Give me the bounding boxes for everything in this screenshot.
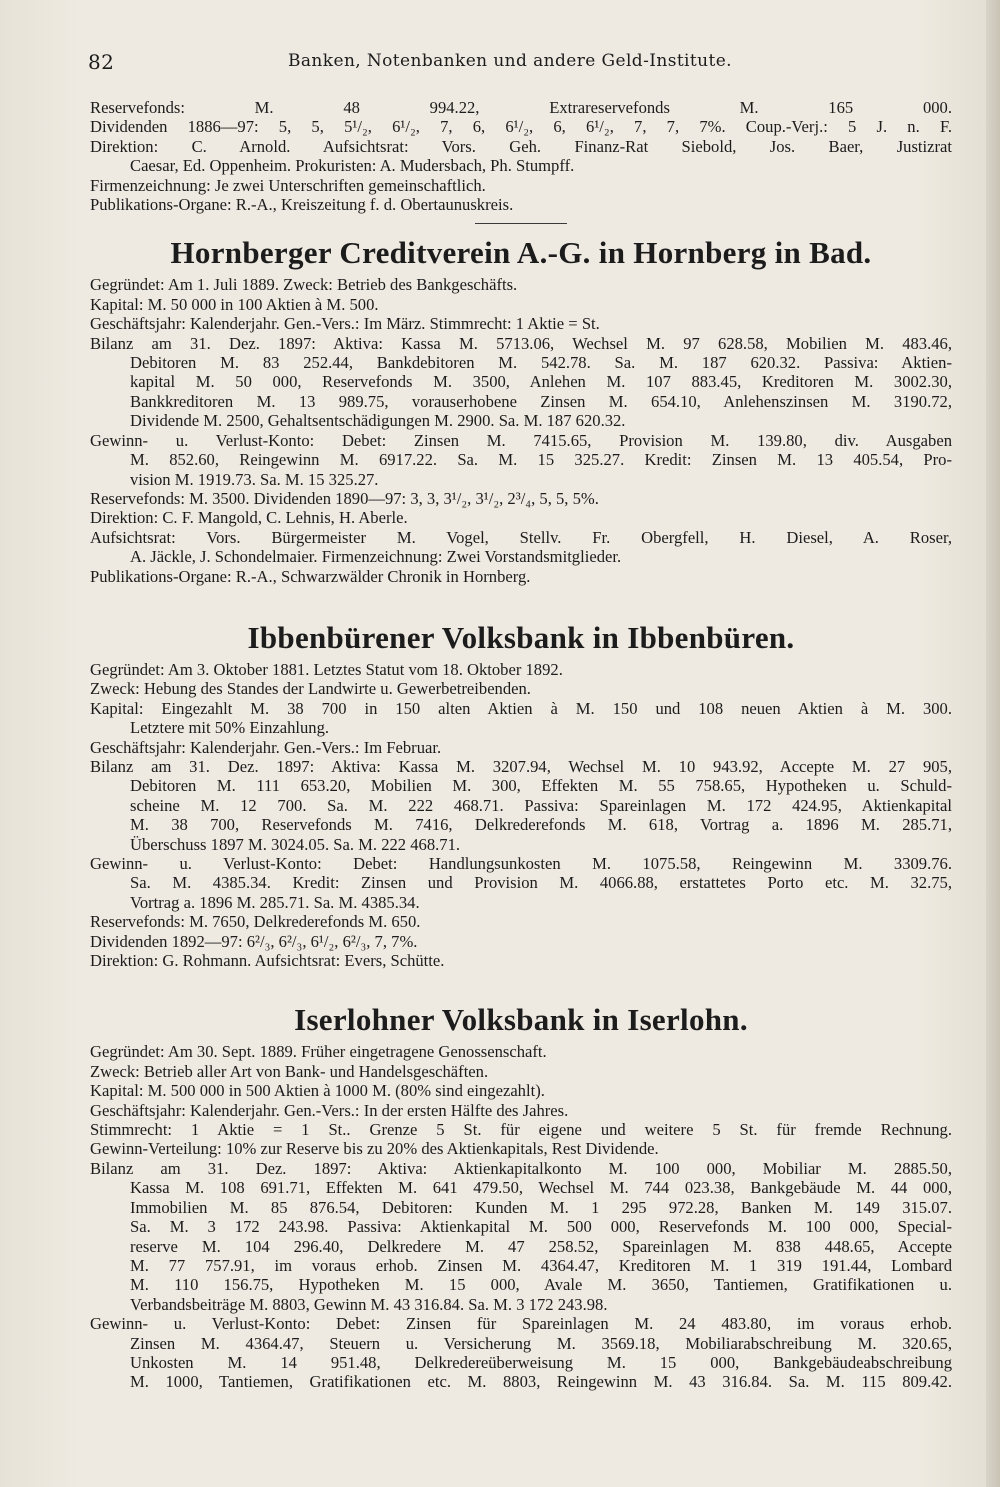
entry-title: Hornberger Creditverein A.-G. in Hornberg in Bad. [170, 235, 872, 271]
entry-iserlohner-volksbank [90, 1002, 952, 1391]
entry-line: Debitoren M. 111 653.20, Mobilien M. 300, Effekten M. 55 758.65, Hypotheken u. Schuld- [130, 776, 952, 796]
entry-line: M. 38 700, Reservefonds M. 7416, Delkrederefonds M. 618, Vortrag a. 1896 M. 285.71, [130, 815, 952, 835]
entry-line: Kapital: Eingezahlt M. 38 700 in 150 alten Aktien à M. 150 und 108 neuen Aktien à M. 300. [90, 698, 952, 718]
entry-line: Stimmrecht: 1 Aktie = 1 St.. Grenze 5 St. für eigene und weitere 5 St. für fremde Rechnung. [90, 1120, 952, 1140]
entry-line: Aufsichtsrat: Vors. Bürgermeister M. Vogel, Stellv. Fr. Obergfell, H. Diesel, A. Roser, [90, 527, 952, 547]
entry-line: Publikations-Organe: R.-A., Kreiszeitung f. d. Obertaunuskreis. [90, 195, 514, 215]
entry-line: Bilanz am 31. Dez. 1897: Aktiva: Kassa M. 3207.94, Wechsel M. 10 943.92, Accepte M. 27 905, [90, 756, 952, 776]
entry-line: reserve M. 104 296.40, Delkredere M. 47 258.52, Spareinlagen M. 838 448.65, Accepte [130, 1236, 952, 1256]
entry-line: Debitoren M. 83 252.44, Bankdebitoren M. 542.78. Sa. M. 187 620.32. Passiva: Aktien- [130, 353, 952, 373]
entry-line: Letztere mit 50% Einzahlung. [130, 718, 330, 738]
entry-line: Geschäftsjahr: Kalenderjahr. Gen.-Vers.: Im März. Stimmrecht: 1 Aktie = St. [90, 314, 600, 334]
entry-hornberger-creditverein [90, 235, 952, 586]
entry-line: M. 110 156.75, Hypotheken M. 15 000, Avale M. 3650, Tantiemen, Gratifikationen u. [130, 1275, 952, 1295]
entry-line: Kapital: M. 50 000 in 100 Aktien à M. 500. [90, 294, 379, 314]
page-header [88, 50, 958, 76]
entry-line: Gewinn-Verteilung: 10% zur Reserve bis zu 20% des Aktienkapitals, Rest Dividende. [90, 1139, 659, 1159]
entry-line: Zinsen M. 4364.47, Steuern u. Versicherung M. 3569.18, Mobiliarabschreibung M. 320.65, [130, 1333, 952, 1353]
page-number: 82 [88, 50, 115, 74]
entry-line: Reservefonds: M. 48 994.22, Extrareservefonds M. 165 000. [90, 98, 952, 117]
previous-entry-tail [90, 98, 952, 214]
entry-line: Gegründet: Am 1. Juli 1889. Zweck: Betrieb des Bankgeschäfts. [90, 275, 518, 295]
entry-line: M. 852.60, Reingewinn M. 6917.22. Sa. M. 15 325.27. Kredit: Zinsen M. 13 405.54, Pro- [130, 450, 952, 470]
entry-line: Bankkreditoren M. 13 989.75, vorauserhobene Zinsen M. 654.10, Anlehenszinsen M. 3190.72, [130, 391, 952, 411]
entry-title: Ibbenbürener Volksbank in Ibbenbüren. [247, 619, 795, 655]
entry-line: Dividende M. 2500, Gehaltsentschädigungen M. 2900. Sa. M. 187 620.32. [130, 411, 626, 431]
entry-line: Dividenden 1886—97: 5, 5, 5¹/₂, 6¹/₂, 7, 6, 6¹/₂, 6, 6¹/₂, 7, 7, 7%. Coup.-Verj.: 5 J. n. F. [90, 117, 952, 137]
entry-line: scheine M. 12 700. Sa. M. 222 468.71. Passiva: Spareinlagen M. 172 424.95, Aktienkapital [130, 795, 952, 815]
entry-line: Gewinn- u. Verlust-Konto: Debet: Zinsen M. 7415.65, Provision M. 139.80, div. Ausgaben [90, 430, 952, 450]
entry-line: Bilanz am 31. Dez. 1897: Aktiva: Kassa M. 5713.06, Wechsel M. 97 628.58, Mobilien M. 483.46, [90, 333, 952, 353]
entry-line: Reservefonds: M. 3500. Dividenden 1890—97: 3, 3, 3¹/₂, 3¹/₂, 2³/₄, 5, 5, 5%. [90, 488, 599, 508]
entry-line: Zweck: Hebung des Standes der Landwirte u. Gewerbetreibenden. [90, 679, 531, 699]
entry-line: Vortrag a. 1896 M. 285.71. Sa. M. 4385.34. [130, 892, 420, 912]
entry-line: Geschäftsjahr: Kalenderjahr. Gen.-Vers.: In der ersten Hälfte des Jahres. [90, 1100, 569, 1120]
entry-line: Direktion: G. Rohmann. Aufsichtsrat: Evers, Schütte. [90, 951, 445, 971]
entry-line: Kapital: M. 500 000 in 500 Aktien à 1000 M. (80% sind eingezahlt). [90, 1081, 545, 1101]
entry-line: Geschäftsjahr: Kalenderjahr. Gen.-Vers.: Im Februar. [90, 737, 442, 757]
running-title: Banken, Notenbanken und andere Geld-Institute. [288, 51, 732, 71]
entry-line: Sa. M. 4385.34. Kredit: Zinsen und Provision M. 4066.88, erstattetes Porto etc. M. 32.75, [130, 873, 952, 893]
entry-line: Bilanz am 31. Dez. 1897: Aktiva: Aktienkapitalkonto M. 100 000, Mobiliar M. 2885.50, [90, 1158, 952, 1178]
entry-line: Reservefonds: M. 7650, Delkrederefonds M. 650. [90, 912, 421, 932]
entry-ibbenbuerener-volksbank [90, 620, 952, 971]
page-edge [986, 0, 1000, 1487]
entry-line: Immobilien M. 85 876.54, Debitoren: Kunden M. 1 295 972.28, Banken M. 149 315.07. [130, 1197, 952, 1217]
entry-line: Gewinn- u. Verlust-Konto: Debet: Zinsen für Spareinlagen M. 24 483.80, im voraus erhob. [90, 1314, 952, 1334]
entry-line: Sa. M. 3 172 243.98. Passiva: Aktienkapital M. 500 000, Reservefonds M. 100 000, Special- [130, 1217, 952, 1237]
entry-title: Iserlohner Volksbank in Iserlohn. [294, 1002, 748, 1038]
entry-line: Gegründet: Am 30. Sept. 1889. Früher eingetragene Genossenschaft. [90, 1042, 547, 1062]
entry-line: Dividenden 1892—97: 6²/₃, 6²/₃, 6¹/₂, 6²/₃, 7, 7%. [90, 931, 418, 951]
entry-line: kapital M. 50 000, Reservefonds M. 3500, Anlehen M. 107 883.45, Kreditoren M. 3002.30, [130, 372, 952, 392]
section-divider [475, 223, 567, 224]
entry-line: Caesar, Ed. Oppenheim. Prokuristen: A. Mudersbach, Ph. Stumpff. [130, 156, 575, 176]
entry-line: Firmenzeichnung: Je zwei Unterschriften gemeinschaftlich. [90, 175, 486, 195]
entry-line: Gegründet: Am 3. Oktober 1881. Letztes Statut vom 18. Oktober 1892. [90, 659, 563, 679]
entry-line: Gewinn- u. Verlust-Konto: Debet: Handlungsunkosten M. 1075.58, Reingewinn M. 3309.76. [90, 854, 952, 873]
entry-line: A. Jäckle, J. Schondelmaier. Firmenzeichnung: Zwei Vorstandsmitglieder. [130, 547, 622, 567]
entry-line: Publikations-Organe: R.-A., Schwarzwälder Chronik in Hornberg. [90, 566, 531, 586]
entry-line: Kassa M. 108 691.71, Effekten M. 641 479.50, Wechsel M. 744 023.38, Bankgebäude M. 44 000, [130, 1178, 952, 1198]
page-content [90, 98, 952, 1392]
entry-line: M. 77 757.91, im voraus erhob. Zinsen M. 4364.47, Kreditoren M. 1 319 191.44, Lombard [130, 1255, 952, 1275]
entry-line: Unkosten M. 14 951.48, Delkredereüberweisung M. 15 000, Bankgebäudeabschreibung [130, 1352, 952, 1372]
entry-line: Zweck: Betrieb aller Art von Bank- und Handelsgeschäften. [90, 1061, 489, 1081]
entry-line: vision M. 1919.73. Sa. M. 15 325.27. [130, 469, 379, 489]
entry-line: Direktion: C. F. Mangold, C. Lehnis, H. Aberle. [90, 508, 408, 528]
entry-line: Verbandsbeiträge M. 8803, Gewinn M. 43 316.84. Sa. M. 3 172 243.98. [130, 1294, 608, 1314]
entry-line: Direktion: C. Arnold. Aufsichtsrat: Vors. Geh. Finanz-Rat Siebold, Jos. Baer, Justizrat [90, 136, 952, 156]
entry-line: M. 1000, Tantiemen, Gratifikationen etc. M. 8803, Reingewinn M. 43 316.84. Sa. M. 115 809.42. [130, 1372, 952, 1392]
entry-line: Überschuss 1897 M. 3024.05. Sa. M. 222 468.71. [130, 834, 461, 854]
